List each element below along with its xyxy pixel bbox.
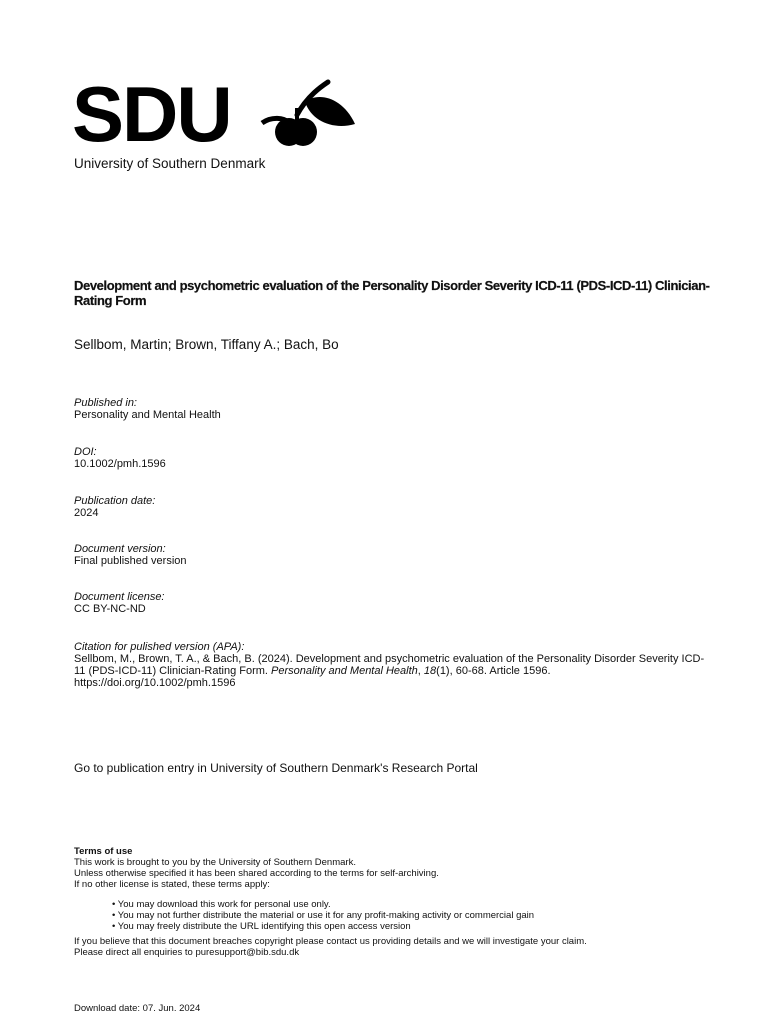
sdu-logo	[72, 70, 372, 178]
document-license-value: CC BY-NC-ND	[74, 603, 146, 615]
terms-bullet: • You may download this work for personal use only.	[112, 899, 734, 910]
authors: Sellbom, Martin; Brown, Tiffany A.; Bach, Bo	[74, 337, 339, 352]
logo-wordmark: SDU	[72, 70, 231, 158]
document-license	[74, 591, 165, 615]
document-version-value: Final published version	[74, 555, 187, 567]
citation-label: Citation for pulished version (APA):	[74, 641, 245, 653]
terms-bullet: • You may not further distribute the material or use it for any profit-making activity or commercial gain	[112, 910, 734, 921]
published-in-label: Published in:	[74, 397, 137, 409]
terms-bullet: • You may freely distribute the URL identifying this open access version	[112, 921, 734, 932]
document-version-label: Document version:	[74, 543, 166, 555]
citation-sep: ,	[417, 665, 424, 677]
published-in-value: Personality and Mental Health	[74, 409, 221, 421]
doi	[74, 446, 166, 470]
download-date: Download date: 07. Jun. 2024	[74, 1003, 201, 1014]
publication-date	[74, 495, 155, 519]
citation-journal: Personality and Mental Health	[271, 665, 418, 677]
apple-icon	[72, 78, 372, 158]
research-portal-link[interactable]: Go to publication entry in University of Southern Denmark's Research Portal	[74, 761, 478, 775]
doi-label: DOI:	[74, 446, 97, 458]
terms-line: Unless otherwise specified it has been shared according to the terms for self-archiving.	[74, 868, 439, 879]
document-license-label: Document license:	[74, 591, 165, 603]
university-name: University of Southern Denmark	[74, 156, 266, 171]
citation-volume: 18	[423, 665, 437, 677]
published-in	[74, 397, 221, 421]
publication-date-value: 2024	[74, 507, 99, 519]
terms-of-use	[74, 846, 734, 958]
document-version	[74, 543, 187, 567]
terms-bullets	[112, 899, 734, 932]
terms-line: If you believe that this document breaches copyright please contact us providing details and we will investigate your claim.	[74, 936, 587, 947]
terms-contact: Please direct all enquiries to puresupport@bib.sdu.dk	[74, 947, 300, 958]
citation-part2: (1), 60-68. Article 1596. https://doi.org/10.1002/pmh.1596	[74, 665, 551, 689]
citation-text	[74, 653, 714, 689]
terms-heading: Terms of use	[74, 846, 133, 857]
terms-line: If no other license is stated, these terms apply:	[74, 879, 270, 890]
doi-value: 10.1002/pmh.1596	[74, 458, 166, 470]
terms-line: This work is brought to you by the University of Southern Denmark.	[74, 857, 356, 868]
citation	[74, 641, 714, 689]
publication-date-label: Publication date:	[74, 495, 156, 507]
citation-part1: Sellbom, M., Brown, T. A., & Bach, B. (2024). Development and psychometric evaluation of the Personality Disorder Severity ICD-11 (PDS-ICD-11) Clinician-Rating Form.	[74, 653, 705, 677]
document-title: Development and psychometric evaluation of the Personality Disorder Severity ICD-11 (PDS-ICD-11) Clinician-Rating Form	[74, 278, 710, 308]
